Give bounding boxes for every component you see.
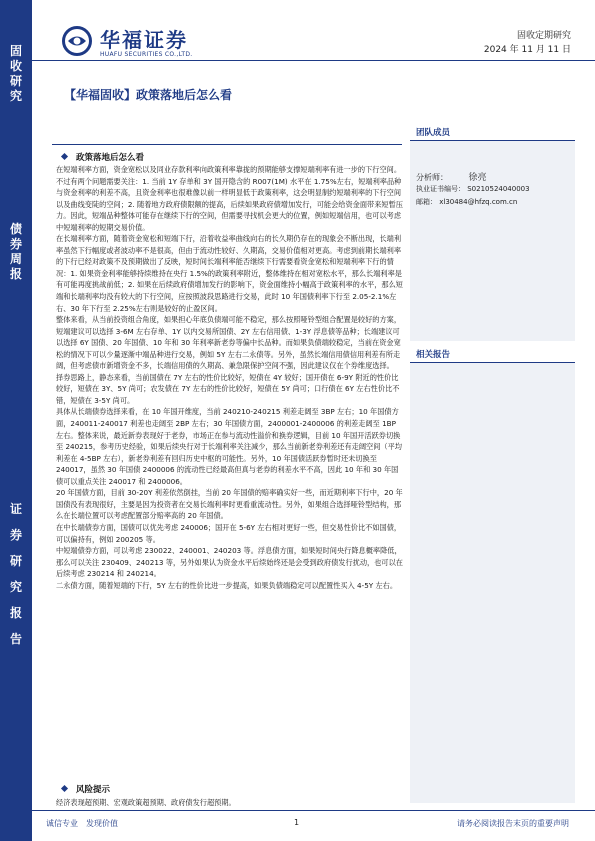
license-number: S0210524040003 (467, 185, 530, 193)
risk-text: 经济表现超预期、宏观政策超预期、政府债发行超预期。 (56, 798, 236, 807)
body-paragraph: 在中长端债券方面，国债可以优先考虑 240006；国开在 5-6Y 左右相对更好一些，但交易性价比不如国债，可以偏持有，例如 200205 等。 (56, 522, 402, 544)
sidebar-char: 证 (9, 502, 22, 516)
sidebar-char: 研 (9, 74, 22, 88)
license-row (416, 184, 530, 194)
body-paragraph: 择券思路上，静态来看，当前国债在 7Y 左右的性价比较好，短债在 4Y 较好；国开债在 6-9Y 附近的性价比较好，短债在 3Y、5Y 尚可；农发债在 7Y 左右的性价比较好，短债在 5Y 尚可；口行债在 6Y 左右性价比不错，短债在 3-5Y 尚可。 (56, 372, 400, 405)
license-label: 执业证书编号： (416, 185, 465, 193)
report-type: 固收定期研究 (516, 31, 571, 41)
body-paragraph: 具体从长端债券选择来看，在 10 年国开维度，当前 240210-240215 利差走阔至 3BP 左右；10 年国债方面，240011-240017 利差也走阔至 2BP 左右；30 年国债方面，2400001-2400006 的利差走阔至 1BP 左右。整体来说，最近新券表现好于老券，市场正在参与流动性溢价和换券逻辑，目前 10 年国开活跃券切换至 240215，参考历史经验，如果后续央行对于长端利率关注减少，那么当前新老券利差还有走阔空间（平均利差在 4-5BP 左右），新老券利差有回归历史中枢的可能性。另外，10 年国债活跃券暂时还未切换至 240017，虽然 30 年国债 2400006 的流动性已经最高但真与老券的利差水平不高，因此 10 年和 30 年国债可以重点关注 240017 和 2400006。 (56, 407, 402, 486)
sidebar-char: 报 (9, 606, 22, 620)
logo-name-cn: 华福证券 (100, 28, 188, 52)
sidebar-char: 研 (9, 554, 22, 568)
sidebar-char: 收 (9, 59, 22, 73)
footer-disclaimer: 请务必阅读报告末页的重要声明 (457, 819, 569, 828)
sidebar-char: 固 (9, 44, 22, 58)
sidebar-char: 债 (9, 222, 22, 236)
analyst-label: 分析师： (416, 173, 448, 182)
sidebar-char: 究 (9, 580, 22, 594)
sidebar (0, 0, 32, 841)
page-number: 1 (294, 818, 300, 827)
logo-name-en: HUAFU SECURITIES CO.,LTD. (100, 51, 193, 58)
section-rule (52, 144, 402, 145)
body-paragraph: 二永债方面，随着短端的下行，5Y 左右的性价比进一步提高，如果负债端稳定可以配置性买入 4-5Y 左右。 (56, 580, 398, 590)
logo-emblem-icon (62, 26, 92, 56)
analyst-name: 徐亮 (468, 173, 487, 183)
footer-divider (32, 810, 595, 811)
sidebar-char: 券 (9, 528, 22, 542)
page-title: 【华福固收】政策落地后怎么看 (64, 88, 233, 102)
sidebar-char: 周 (9, 252, 22, 266)
sidebar-char: 报 (9, 267, 22, 281)
body-paragraph: 20 年国债方面，目前 30-20Y 利差依然倒挂，当前 20 年国债的赔率确实好一些，而近期利率下行中，20 年国债没有表现很好，主要是因为投资者在交易长端利率时更看重流动性。另外，如果组合选择哑铃型结构，那么在长端位置可以考虑配置部分赔率高的 20 年国债。 (56, 488, 403, 521)
sidebar-middle-label (0, 222, 32, 282)
section-heading: 政策落地后怎么看 (76, 153, 145, 163)
report-body (56, 164, 404, 591)
body-paragraph: 在短端利率方面，资金宽松以及同业存款利率向政策利率靠拢的预期能够支撑短端利率有进一步的下行空间。不过有两个问题需要关注：1. 当前 1Y 存单和 3Y 国开隐含的 R007(1M) 水平在 1.75%左右，短端利率品种与资金利率的利差不高，且资金利率也很难像以前一样明显低于政策利率，这会明显制约短端利率的下行空间以及曲线变陡的空间；2. 随着地方政府债限额的提高，后续如果政府债增加发行，可能会给资金面带来短暂压力。因此，短端品种整体可能存在继续下行的空间，但需要寻找机会更大的位置，例如短端信用，也可以考虑中短端利率的短期交易价值。 (56, 165, 403, 232)
body-paragraph: 整体来看，从当前投资组合角度，如果担心年底负债端可能不稳定，那么按照哑铃型组合配置是较好的方案，短端建议可以选择 3-6M 左右存单、1Y 以内交易所国债、2Y 左右信用债、1-3Y 浮息债等品种；长端建议可以选择 6Y 国债、20 年国债、10 年和 30 年利率新老券等偏中长品种。而如果负债端较稳定，当前在资金宽松的情况下可以少量逐渐中端品种进行交易，例如 5Y 左右二永债等。另外，虽然长端信用债信用利差有所走阔，但考虑债市新增资金不多，长端信用债的久期高、兼急限保护空间不强，因此建议仅在个券维度选择。 (56, 315, 402, 371)
analyst-row (416, 170, 487, 183)
team-title: 团队成员 (416, 128, 451, 138)
sidebar-char: 券 (9, 237, 22, 251)
report-date: 2024 年 11 月 11 日 (483, 45, 571, 55)
body-paragraph: 中短端债券方面，可以考虑 230022、240001、240203 等。浮息债方面，如果短时间央行降息概率降低，那么可以关注 230409、240213 等，另外如果认为资金水平后续始终还是会受到政府债发行扰动，也可以在后续考虑 230214 和 240214。 (56, 546, 403, 579)
sidebar-char: 究 (9, 89, 22, 103)
email-label: 邮箱： (416, 198, 437, 206)
risk-bullet-icon (61, 785, 68, 792)
related-panel (410, 363, 575, 803)
email-link[interactable]: xl30484@hfzq.com.cn (439, 198, 518, 206)
section-bullet-icon (61, 153, 68, 160)
email-row (416, 197, 517, 207)
footer-slogan: 诚信专业 发现价值 (46, 819, 118, 828)
related-title: 相关报告 (416, 350, 451, 360)
company-logo (62, 24, 212, 64)
risk-heading: 风险提示 (76, 785, 111, 795)
body-paragraph: 在长端利率方面，随着资金宽松和短端下行，沿着收益率曲线向右的长久期仍存在的现象会不断出现，长端利率虽然下行幅度或者波动率不是很高，但由于流动性较好、久期高，交易价值相对更高。考虑到前期长端利率的下行已经对政策不及预期做出了反映，短时间长端利率能否继续下行需要看资金宽松和短端利率下行的情况：1. 如果资金利率能够持续维持在央行 1.5%的政策利率附近，整体维持在相对宽松水平，那么长端利率是有可能再度挑战前低；2. 如果在后续政府债增加发行的影响下，资金面维持小幅高于政策利率的水平，那么短端和长端利率均没有较大的下行空间，应按照波段思路进行交易，此时 10 年国债利率下行至 2.05-2.1%左右、30 年下行至 2.25%左右则是较好的止盈区间。 (56, 234, 403, 313)
sidebar-top-label (0, 44, 32, 104)
sidebar-bottom-label (0, 496, 32, 652)
sidebar-char: 告 (9, 632, 22, 646)
header-divider (32, 60, 595, 61)
